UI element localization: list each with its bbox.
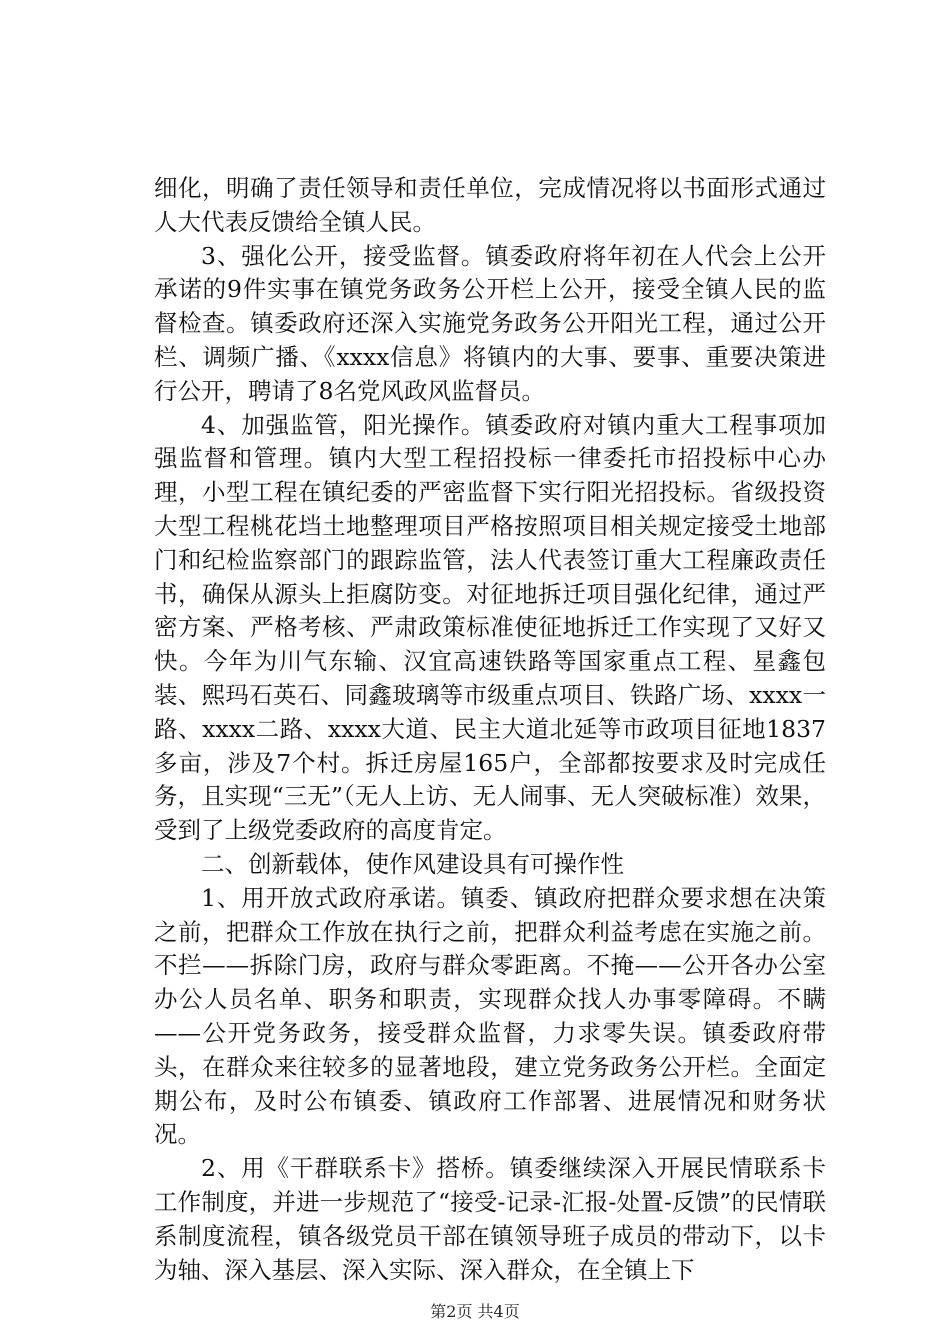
section-heading-2: 二、创新载体，使作风建设具有可操作性 <box>201 849 624 878</box>
paragraph-item-2-contact-card: 2、用《干群联系卡》搭桥。镇委继续深入开展民情联系卡工作制度，并进一步规范了“接受-记录-汇报-处置-反馈”的民情联系制度流程，镇各级党员干部在镇领导班子成员的带动下，以卡为轴、深入基层、深入实际、深入群众，在全镇上下 <box>154 1154 826 1284</box>
paragraph-continuation: 细化，明确了责任领导和责任单位，完成情况将以书面形式通过人大代表反馈给全镇人民。 <box>154 174 826 236</box>
paragraph-item-3-disclosure: 3、强化公开，接受监督。镇委政府将年初在人代会上公开承诺的9件实事在镇党务政务公开栏上公开，接受全镇人民的监督检查。镇委政府还深入实施党务政务公开阳光工程，通过公开栏、调频广播、《xxxx信息》将镇内的大事、要事、重要决策进行公开，聘请了8名党风政风监督员。 <box>154 241 826 405</box>
page-footer: 第2页 共4页 <box>430 1302 520 1321</box>
paragraph-item-4-supervision: 4、加强监管，阳光操作。镇委政府对镇内重大工程事项加强监督和管理。镇内大型工程招投标一律委托市招投标中心办理，小型工程在镇纪委的严密监督下实行阳光招投标。省级投资大型工程桃花垱土地整理项目严格按照项目相关规定接受土地部门和纪检监察部门的跟踪监管，法人代表签订重大工程廉政责任书，确保从源头上拒腐防变。对征地拆迁项目强化纪律，通过严密方案、严格考核、严肃政策标准使征地拆迁工作实现了又好又快。今年为川气东输、汉宜高速铁路等国家重点工程、星鑫包装、熙玛石英石、同鑫玻璃等市级重点项目、铁路广场、xxxx一路、xxxx二路、xxxx大道、民主大道北延等市政项目征地1837多亩，涉及7个村。拆迁房屋165户，全部都按要求及时完成任务，且实现“三无”（无人上访、无人闹事、无人突破标准）效果，受到了上级党委政府的高度肯定。 <box>154 410 826 845</box>
paragraph-item-1-open-government: 1、用开放式政府承诺。镇委、镇政府把群众要求想在决策之前，把群众工作放在执行之前，把群众利益考虑在实施之前。不拦——拆除门房，政府与群众零距离。不掩——公开各办公室办公人员名单、职务和职责，实现群众找人办事零障碍。不瞒——公开党务政务，接受群众监督，力求零失误。镇委政府带头，在群众来往较多的显著地段，建立党务政务公开栏。全面定期公布，及时公布镇委、镇政府工作部署、进展情况和财务状况。 <box>154 883 826 1149</box>
document-body <box>154 172 826 1287</box>
